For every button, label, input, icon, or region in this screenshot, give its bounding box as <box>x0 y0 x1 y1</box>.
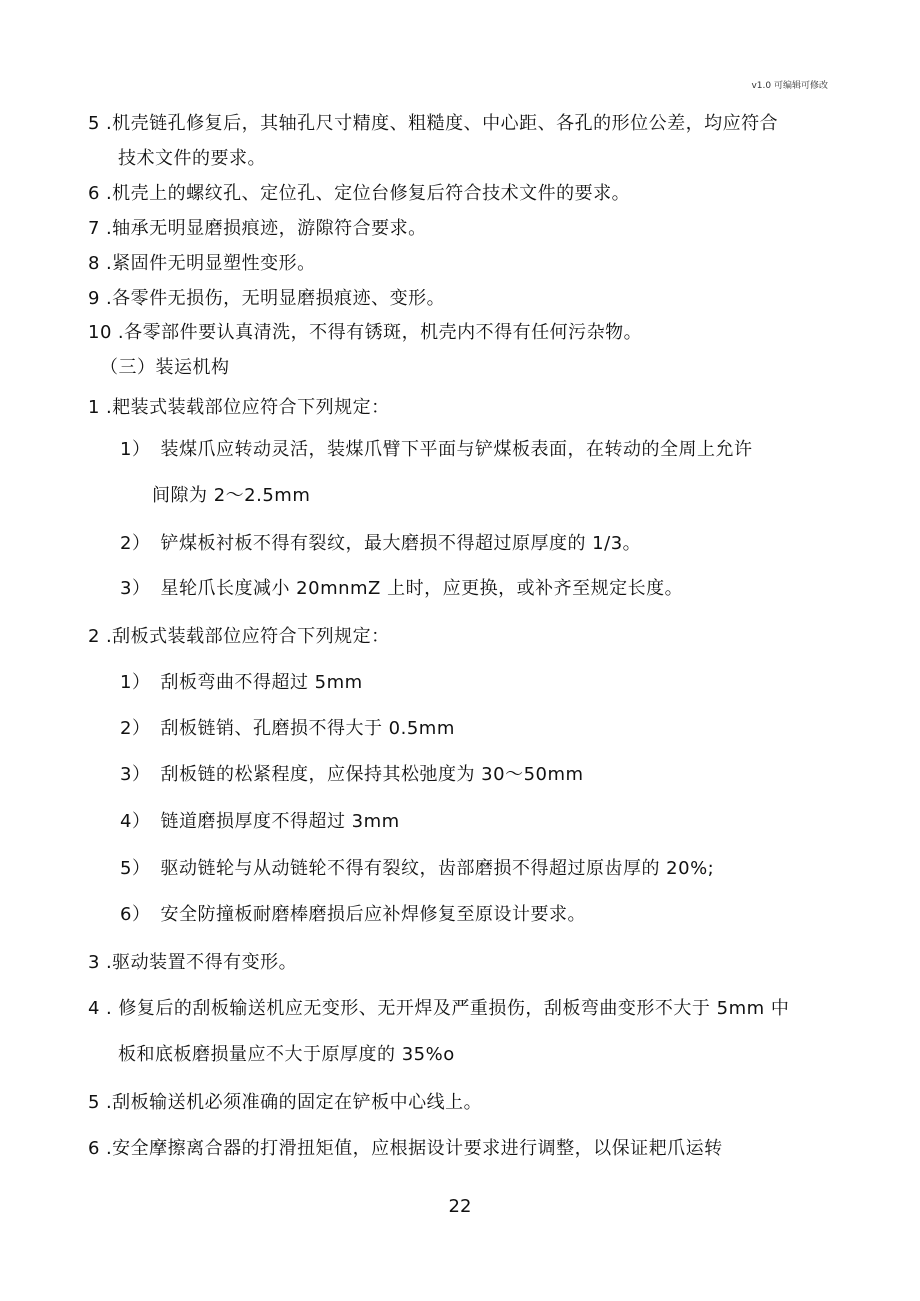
item-number: 3 <box>88 952 100 973</box>
text-line <box>118 1043 455 1067</box>
item-text: 安全防撞板耐磨棒磨损后应补焊修复至原设计要求。 <box>160 904 586 925</box>
item-text: 铲煤板衬板不得有裂纹，最大磨损不得超过原厚度的 1/3。 <box>160 533 642 554</box>
item-number: 8 <box>88 253 100 274</box>
item-number: 6 <box>88 1138 100 1159</box>
item-text: .各零件无损伤，无明显磨损痕迹、变形。 <box>105 288 446 309</box>
item-text: 装煤爪应转动灵活，装煤爪臂下平面与铲煤板表面，在转动的全周上允许 <box>160 439 753 460</box>
item-number: 10 <box>88 322 112 343</box>
item-text: 板和底板磨损量应不大于原厚度的 35%o <box>118 1044 455 1065</box>
item-text: 驱动链轮与从动链轮不得有裂纹，齿部磨损不得超过原齿厚的 20%; <box>160 858 715 879</box>
item-text: （三）装运机构 <box>100 357 230 378</box>
version-note: v1.0 可编辑可修改 <box>751 81 828 91</box>
item-text: .各零部件要认真清洗，不得有锈斑，机壳内不得有任何污杂物。 <box>117 322 643 343</box>
sub-item <box>120 438 752 462</box>
sub-item <box>120 532 641 556</box>
item-text: 链道磨损厚度不得超过 3mm <box>160 811 400 832</box>
item-text: .耙装式装载部位应符合下列规定： <box>105 397 390 418</box>
item-text: 刮板链的松紧程度，应保持其松弛度为 30～50mm <box>160 764 584 785</box>
item-text: .机壳链孔修复后，其轴孔尺寸精度、粗糙度、中心距、各孔的形位公差，均应符合 <box>105 113 779 134</box>
item-number: 1 <box>88 397 100 418</box>
text-line <box>88 287 445 311</box>
text-line <box>88 951 297 975</box>
item-number: 2 <box>88 626 100 647</box>
sub-item <box>120 577 683 601</box>
item-text: 刮板链销、孔磨损不得大于 0.5mm <box>160 718 455 739</box>
item-text: .轴承无明显磨损痕迹，游隙符合要求。 <box>105 218 427 239</box>
item-text: .机壳上的螺纹孔、定位孔、定位台修复后符合技术文件的要求。 <box>105 183 631 204</box>
item-number: 7 <box>88 218 100 239</box>
item-number: 3） <box>120 764 151 785</box>
text-line <box>88 321 642 345</box>
sub-item <box>120 717 455 741</box>
item-text: .安全摩擦离合器的打滑扭矩值，应根据设计要求进行调整，以保证耙爪运转 <box>105 1138 723 1159</box>
item-number: 2） <box>120 533 151 554</box>
sub-item <box>120 671 363 695</box>
text-line <box>88 396 390 420</box>
text-line <box>88 625 390 649</box>
page-number: 22 <box>448 1196 472 1217</box>
item-number: 5） <box>120 858 151 879</box>
text-line <box>88 1091 482 1115</box>
item-text: 技术文件的要求。 <box>118 148 266 169</box>
item-text: .刮板输送机必须准确的固定在铲板中心线上。 <box>105 1092 483 1113</box>
sub-item <box>120 903 586 927</box>
item-number: 6 <box>88 183 100 204</box>
sub-item <box>120 857 714 881</box>
text-line <box>88 997 789 1021</box>
item-number: 1） <box>120 439 151 460</box>
item-text: . 修复后的刮板输送机应无变形、无开焊及严重损伤，刮板弯曲变形不大于 5mm 中 <box>105 998 790 1019</box>
item-number: 4 <box>88 998 100 1019</box>
item-number: 4） <box>120 811 151 832</box>
item-text: 间隙为 2～2.5mm <box>152 485 311 506</box>
item-number: 5 <box>88 1092 100 1113</box>
text-line <box>88 1137 723 1161</box>
item-number: 9 <box>88 288 100 309</box>
sub-item <box>120 763 584 787</box>
item-number: 2） <box>120 718 151 739</box>
text-line <box>88 112 778 136</box>
item-text: .刮板式装载部位应符合下列规定： <box>105 626 390 647</box>
text-line <box>118 147 266 171</box>
item-text: 刮板弯曲不得超过 5mm <box>160 672 363 693</box>
text-line <box>152 484 310 508</box>
text-line <box>88 252 316 276</box>
section-heading <box>100 356 230 380</box>
item-number: 6） <box>120 904 151 925</box>
item-number: 1） <box>120 672 151 693</box>
item-text: 星轮爪长度减小 20mnmZ 上时，应更换，或补齐至规定长度。 <box>160 578 684 599</box>
item-number: 3） <box>120 578 151 599</box>
sub-item <box>120 810 400 834</box>
item-text: .紧固件无明显塑性变形。 <box>105 253 316 274</box>
text-line <box>88 217 427 241</box>
item-number: 5 <box>88 113 100 134</box>
text-line <box>88 182 630 206</box>
item-text: .驱动装置不得有变形。 <box>105 952 298 973</box>
